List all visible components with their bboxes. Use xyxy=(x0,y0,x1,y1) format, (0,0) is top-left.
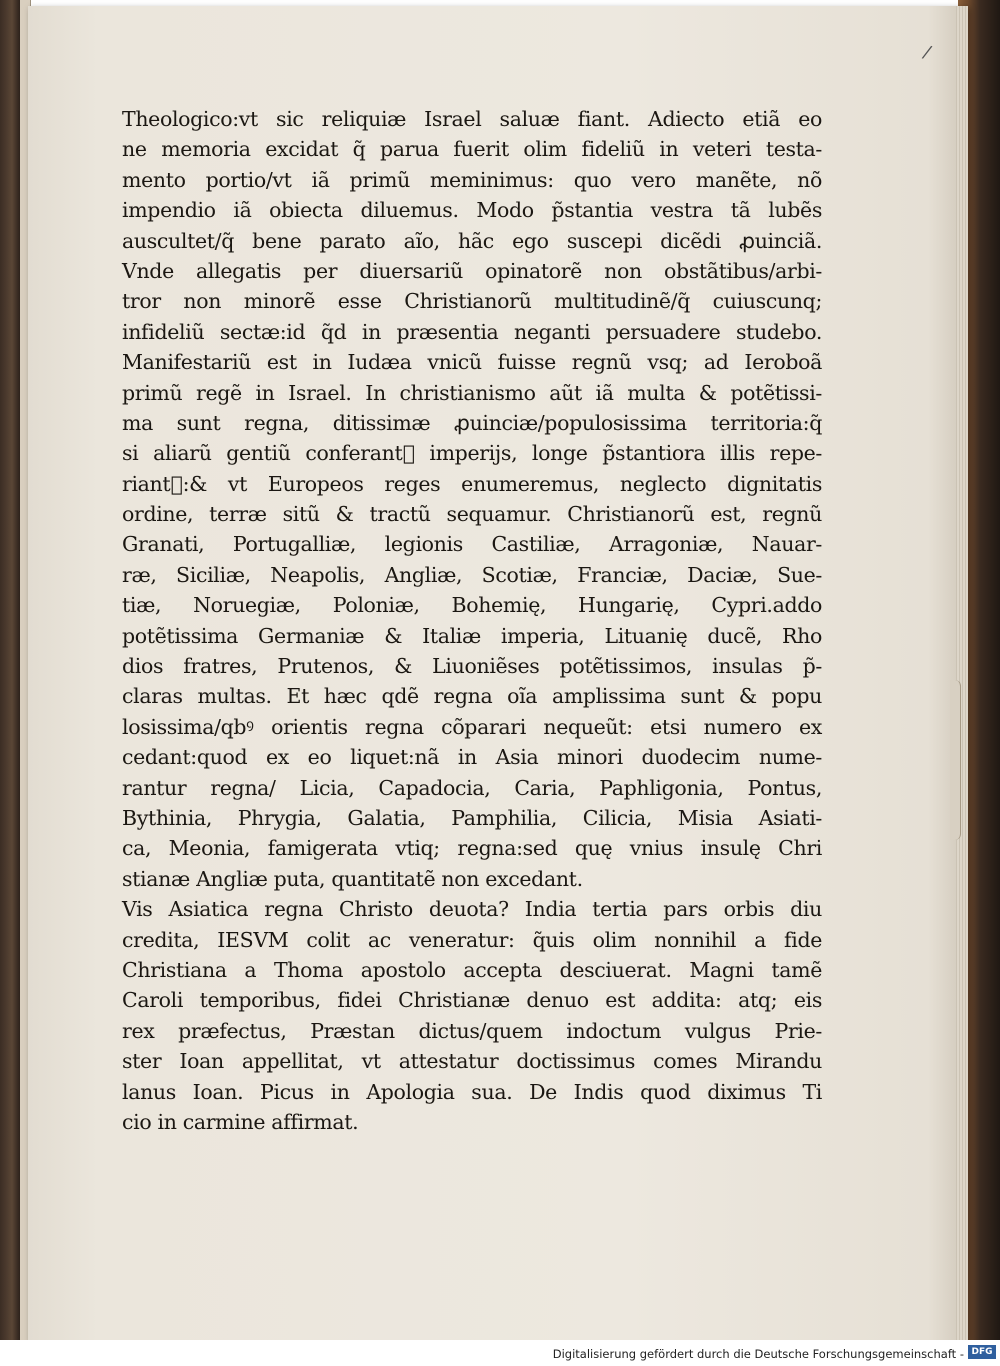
text-line: tiæ, Noruegiæ, Poloniæ, Bohemię, Hungarię, Cypri.addo xyxy=(122,593,822,618)
text-line: Caroli temporibus, fidei Christianæ denuo est addita: atq; eis xyxy=(122,988,822,1013)
text-line: primũ regẽ in Israel. In christianismo aũt iã multa & potẽtissi- xyxy=(122,380,822,405)
text-line: auscultet/q̃ bene parato aĩo, hãc ego suscepi dicẽdi ꝓuinciã. xyxy=(122,228,822,253)
page-corner-mark: / xyxy=(920,41,934,64)
page-text xyxy=(122,104,822,1137)
page-tab xyxy=(950,680,961,840)
text-line: credita, IESVM colit ac veneratur: q̃uis olim nonnihil a fide xyxy=(122,927,822,952)
text-line: cio in carmine affirmat. xyxy=(122,1109,359,1134)
text-line: ræ, Siciliæ, Neapolis, Angliæ, Scotiæ, Franciæ, Daciæ, Sue- xyxy=(122,562,822,587)
dfg-logo: DFG xyxy=(968,1345,996,1359)
text-line: Vis Asiatica regna Christo deuota? India tertia pars orbis diu xyxy=(122,897,822,922)
text-line: rantur regna/ Licia, Capadocia, Caria, Paphligonia, Pontus, xyxy=(122,775,822,800)
text-line: rex præfectus, Præstan dictus/quem indoctum vulgus Prie- xyxy=(122,1018,822,1043)
text-line: ne memoria excidat q̃ parua fuerit olim fideliũ in veteri testa- xyxy=(122,137,822,162)
text-line: claras multas. Et hæc qdẽ regna oĩa amplissima sunt & popu xyxy=(122,684,822,709)
text-line: riantᷣ:& vt Europeos reges enumeremus, neglecto dignitatis xyxy=(122,471,822,496)
page-stack-edge xyxy=(956,6,968,1342)
text-line: si aliarũ gentiũ conferantᷣ imperijs, longe p̃stantiora illis repe- xyxy=(122,441,822,466)
text-line: ma sunt regna, ditissimæ ꝓuinciæ/populosissima territoria:q̃ xyxy=(122,410,822,435)
text-line: Granati, Portugalliæ, legionis Castiliæ, Arragoniæ, Nauar- xyxy=(122,532,822,557)
text-line: cedant:quod ex eo liquet:nã in Asia minori duodecim nume- xyxy=(122,745,822,770)
text-line: mento portio/vt iã primũ meminimus: quo vero manẽte, nõ xyxy=(122,167,822,192)
text-line: stianæ Angliæ puta, quantitatẽ non excedant. xyxy=(122,866,583,891)
funding-credit: Digitalisierung gefördert durch die Deutsche Forschungsgemeinschaft - xyxy=(552,1347,964,1361)
text-line: potẽtissima Germaniæ & Italiæ imperia, Lituanię ducẽ, Rho xyxy=(122,623,822,648)
text-line: infideliũ sectæ:id q̃d in præsentia neganti persuadere studebo. xyxy=(122,319,822,344)
text-line: Theologico:vt sic reliquiæ Israel saluæ fiant. Adiecto etiã eo xyxy=(122,107,822,131)
text-line: tror non minorẽ esse Christianorũ multitudinẽ/q̃ cuiuscunq; xyxy=(122,289,822,314)
text-line: ca, Meonia, famigerata vtiq; regna:sed quę vnius insulę Chri xyxy=(122,836,822,861)
text-line: Vnde allegatis per diuersariũ opinatorẽ non obstãtibus/arbi- xyxy=(122,258,822,283)
text-line: losissima/qbꝰ orientis regna cõparari nequeũt: etsi numero ex xyxy=(122,714,822,739)
text-line: Christiana a Thoma apostolo accepta desciuerat. Magni tamẽ xyxy=(122,957,822,982)
text-line: ster Ioan appellitat, vt attestatur doctissimus comes Mirandu xyxy=(122,1049,822,1074)
text-line: dios fratres, Prutenos, & Liuoniẽses potẽtissimos, insulas p̃- xyxy=(122,654,822,679)
text-line: ordine, terræ sitũ & tractũ sequamur. Christianorũ est, regnũ xyxy=(122,502,822,527)
text-line: impendio iã obiecta diluemus. Modo p̃stantia vestra tã lubẽs xyxy=(122,198,822,223)
text-line: Bythinia, Phrygia, Galatia, Pamphilia, Cilicia, Misia Asiati- xyxy=(122,805,822,830)
text-line: lanus Ioan. Picus in Apologia sua. De Indis quod diximus Ti xyxy=(122,1079,822,1104)
text-line: Manifestariũ est in Iudæa vnicũ fuisse regnũ vsq; ad Ieroboã xyxy=(122,350,822,375)
